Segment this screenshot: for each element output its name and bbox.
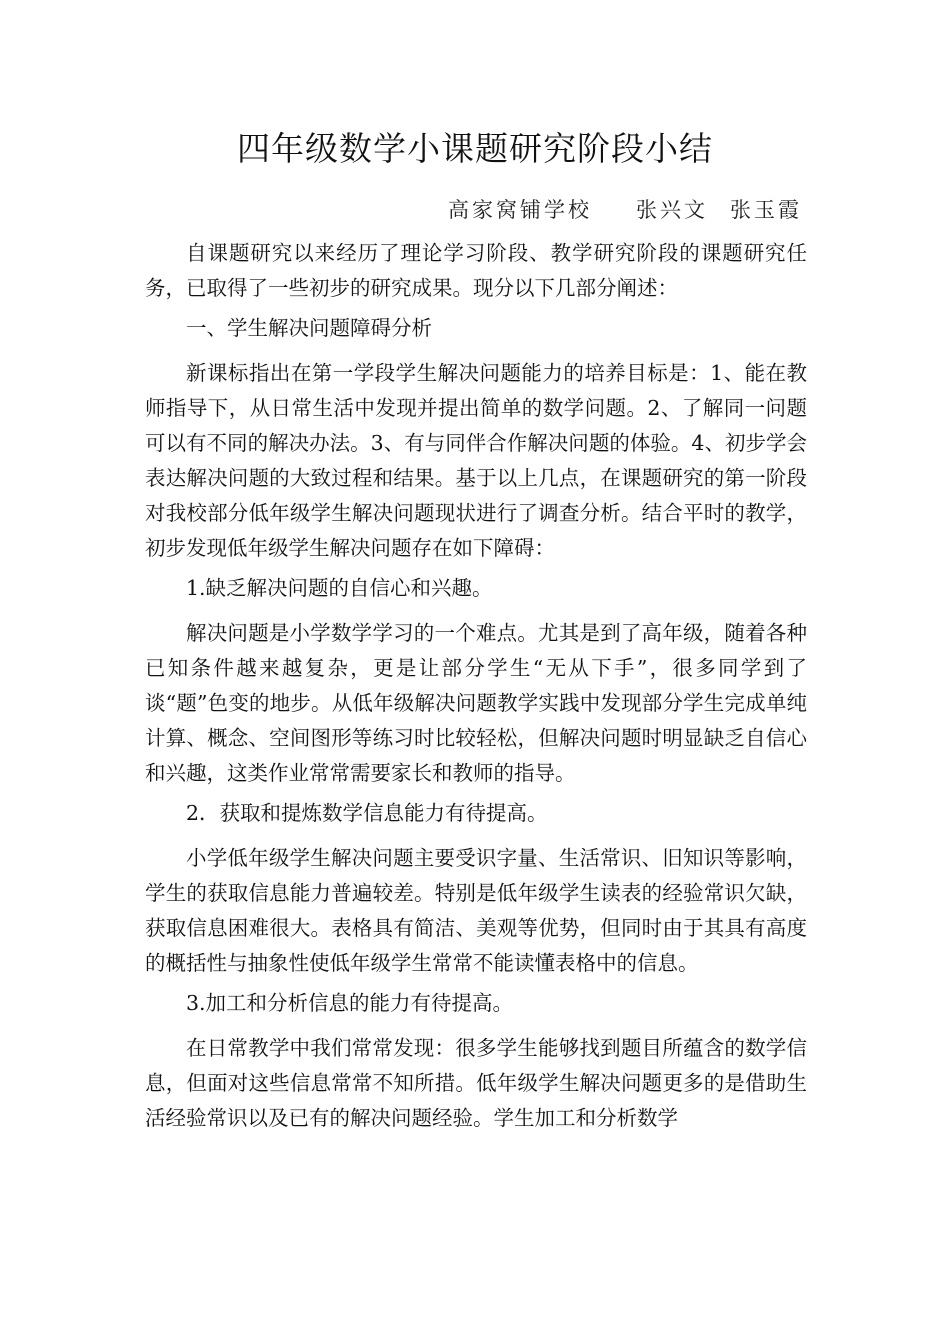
paragraph: 小学低年级学生解决问题主要受识字量、生活常识、旧知识等影响，学生的获取信息能力普遍较差。特别是低年级学生读表的经验常识欠缺，获取信息困难很大。表格具有简洁、美观等优势，但同时由于其具有高度的概括性与抽象性使低年级学生常常不能读懂表格中的信息。: [145, 846, 807, 975]
paragraph: 在日常教学中我们常常发现：很多学生能够找到题目所蕴含的数学信息，但面对这些信息常常不知所措。低年级学生解决问题更多的是借助生活经验常识以及已有的解决问题经验。学生加工和分析数学: [145, 1036, 807, 1130]
document-title: 四年级数学小课题研究阶段小结: [237, 129, 713, 168]
paragraph: 新课标指出在第一学段学生解决问题能力的培养目标是：1、能在教师指导下，从日常生活中发现并提出简单的数学问题。2、了解同一问题可以有不同的解决办法。3、有与同伴合作解决问题的体验。4、初步学会表达解决问题的大致过程和结果。基于以上几点，在课题研究的第一阶段对我校部分低年级学生解决问题现状进行了调查分析。结合平时的教学，初步发现低年级学生解决问题存在如下障碍：: [145, 361, 807, 560]
author-name: 张玉霞: [730, 198, 802, 222]
school-name: 高家窝铺学校: [448, 198, 592, 222]
paragraph: 解决问题是小学数学学习的一个难点。尤其是到了高年级，随着各种已知条件越来越复杂，更是让部分学生“无从下手”，很多同学到了谈“题”色变的地步。从低年级解决问题教学实践中发现部分学生完成单纯计算、概念、空间图形等练习时比较轻松，但解决问题时明显缺乏自信心和兴趣，这类作业常常需要家长和教师的指导。: [145, 621, 807, 785]
subsection-heading: 2．获取和提炼数学信息能力有待提高。: [186, 801, 548, 825]
subsection-heading: 3.加工和分析信息的能力有待提高。: [186, 991, 514, 1015]
byline: [448, 194, 802, 226]
paragraph: 自课题研究以来经历了理论学习阶段、教学研究阶段的课题研究任务，已取得了一些初步的研究成果。现分以下几部分阐述：: [145, 241, 807, 300]
subsection-heading: 1.缺乏解决问题的自信心和兴趣。: [186, 576, 493, 600]
section-heading: 一、学生解决问题障碍分析: [186, 316, 432, 340]
author-name: 张兴文: [636, 198, 708, 222]
document-body: [145, 236, 807, 1141]
